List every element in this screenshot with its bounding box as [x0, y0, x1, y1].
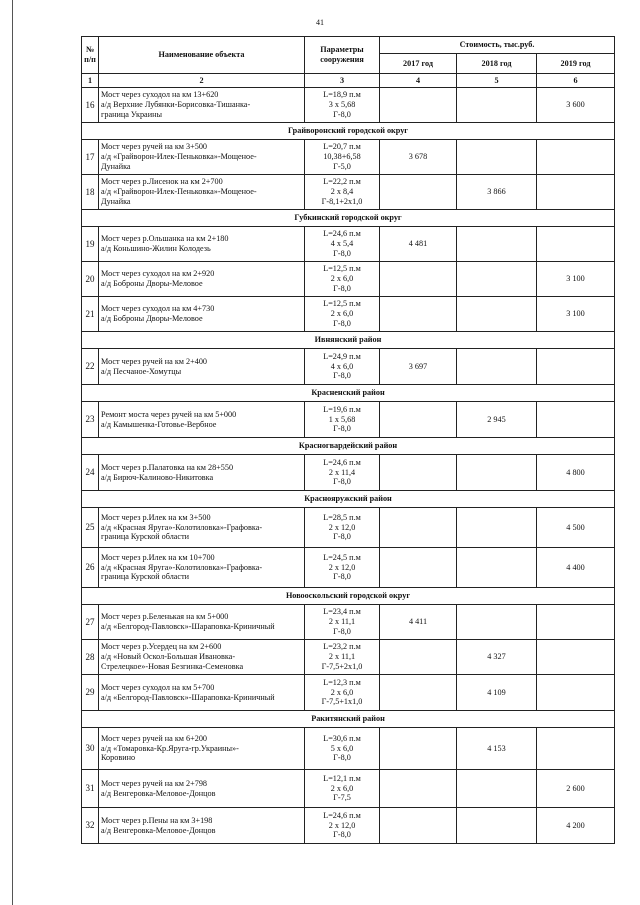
object-name-line: Стрелецкое»-Новая Безгинка-Семеновка	[101, 661, 244, 671]
object-name	[99, 605, 305, 640]
cost-2019: 4 800	[537, 455, 615, 491]
object-name	[99, 227, 305, 262]
structure-param-line: Г-8,0	[333, 283, 351, 293]
cost-2018: 3 866	[457, 175, 537, 210]
cost-2018	[457, 770, 537, 808]
structure-params	[305, 808, 380, 844]
structure-param-line: Г-8,1+2х1,0	[321, 196, 363, 206]
table-row	[82, 640, 615, 675]
structure-param-line: Г-8,0	[333, 477, 351, 487]
cost-2019	[537, 675, 615, 711]
object-name-line: Мост через ручей на км 2+400	[101, 356, 208, 366]
structure-param-line: Г-8,0	[333, 572, 351, 582]
row-number: 24	[82, 455, 99, 491]
structure-param-line: 2 х 11,4	[328, 467, 356, 477]
cost-2019: 3 600	[537, 88, 615, 123]
cost-2019	[537, 175, 615, 210]
cost-2017	[380, 640, 457, 675]
structure-param-line: Г-7,5+2х1,0	[321, 661, 363, 671]
cost-2019	[537, 227, 615, 262]
cost-2019	[537, 728, 615, 770]
structure-params	[305, 349, 380, 385]
structure-params	[305, 508, 380, 548]
structure-param-line: L=24,6 п.м	[323, 810, 361, 820]
cost-2018	[457, 808, 537, 844]
cost-2019: 4 400	[537, 548, 615, 588]
header-params: Параметры сооружения	[305, 37, 380, 74]
row-number: 26	[82, 548, 99, 588]
section-row	[82, 491, 615, 508]
cost-2019	[537, 605, 615, 640]
structure-param-line: Г-8,0	[333, 248, 351, 258]
table-row	[82, 728, 615, 770]
table-row	[82, 770, 615, 808]
row-number: 27	[82, 605, 99, 640]
object-name-line: Мост через р.Ольшанка на км 2+180	[101, 234, 229, 244]
cost-2019	[537, 140, 615, 175]
page-edge-line	[12, 0, 13, 905]
structure-params	[305, 175, 380, 210]
table-row	[82, 548, 615, 588]
object-name-line: а/д Камышенка-Готовье-Вербное	[101, 419, 217, 429]
structure-params	[305, 675, 380, 711]
object-name-line: Мост через ручей на км 3+500	[101, 142, 208, 152]
table-row	[82, 227, 615, 262]
object-name-line: граница Курской области	[101, 532, 190, 542]
structure-param-line: Г-7,5	[333, 793, 351, 803]
structure-param-line: 1 х 5,68	[328, 414, 356, 424]
structure-params	[305, 297, 380, 332]
header-cost: Стоимость, тыс.руб.	[380, 37, 615, 54]
structure-param-line: 5 х 6,0	[330, 743, 354, 753]
object-name-line: Мост через суходол на км 13+620	[101, 90, 219, 100]
section-row	[82, 123, 615, 140]
cost-2017: 3 678	[380, 140, 457, 175]
table-row	[82, 808, 615, 844]
object-name	[99, 508, 305, 548]
object-name-line: а/д Песчаное-Хомутцы	[101, 366, 182, 376]
section-row	[82, 438, 615, 455]
structure-param-line: Г-8,0	[333, 830, 351, 840]
cost-2017	[380, 675, 457, 711]
header-name: Наименование объекта	[99, 37, 305, 74]
object-name-line: Мост через р.Пены на км 3+198	[101, 815, 213, 825]
table-row	[82, 262, 615, 297]
object-name-line: Мост через суходол на км 5+700	[101, 682, 215, 692]
object-name-line: граница Курской области	[101, 572, 190, 582]
section-title: Ивнянский район	[82, 332, 615, 349]
section-title: Новооскольский городской округ	[82, 588, 615, 605]
structure-param-line: L=12,5 п.м	[323, 299, 361, 309]
structure-param-line: 2 х 6,0	[330, 687, 354, 697]
cost-2017	[380, 728, 457, 770]
cost-2017	[380, 508, 457, 548]
object-name-line: а/д «Белгород-Павловск»-Шараповка-Криничный	[101, 692, 275, 702]
object-name	[99, 88, 305, 123]
cost-2018	[457, 605, 537, 640]
object-name-line: Ремонт моста через ручей на км 5+000	[101, 409, 237, 419]
structure-param-line: L=12,1 п.м	[323, 773, 361, 783]
cost-2017	[380, 297, 457, 332]
structure-params	[305, 227, 380, 262]
object-name-line: а/д «Красная Яруга»-Колотиловка»-Графовка-	[101, 522, 263, 532]
table-row	[82, 140, 615, 175]
structure-param-line: 2 х 12,0	[328, 820, 356, 830]
cost-2019: 3 100	[537, 262, 615, 297]
object-name	[99, 770, 305, 808]
object-name-line: а/д Венгеровка-Меловое-Донцов	[101, 788, 216, 798]
object-name	[99, 140, 305, 175]
structure-param-line: 2 х 11,1	[328, 617, 356, 627]
structure-params	[305, 262, 380, 297]
cost-2018	[457, 548, 537, 588]
structure-params	[305, 140, 380, 175]
object-name-line: Мост через р.Беленькая на км 5+000	[101, 612, 229, 622]
object-name-line: Мост через р.Илек на км 3+500	[101, 512, 211, 522]
object-name-line: Мост через суходол на км 4+730	[101, 304, 215, 314]
cost-2019	[537, 640, 615, 675]
structure-param-line: L=20,7 п.м	[323, 142, 361, 152]
structure-param-line: Г-8,0	[333, 371, 351, 381]
row-number: 16	[82, 88, 99, 123]
row-number: 21	[82, 297, 99, 332]
section-title: Ракитянский район	[82, 711, 615, 728]
row-number: 25	[82, 508, 99, 548]
structure-param-line: 4 х 5,4	[330, 239, 354, 249]
cost-2017: 4 411	[380, 605, 457, 640]
cost-2018	[457, 88, 537, 123]
row-number: 32	[82, 808, 99, 844]
table-body	[82, 88, 615, 844]
object-name-line: Мост через р.Усердец на км 2+600	[101, 642, 222, 652]
cost-2017	[380, 808, 457, 844]
header-num: № п/п	[82, 37, 99, 74]
object-name-line: Дунайка	[101, 196, 131, 206]
row-number: 20	[82, 262, 99, 297]
section-title: Красненский район	[82, 385, 615, 402]
header-year-2017: 2017 год	[380, 54, 457, 74]
structure-param-line: L=22,2 п.м	[323, 177, 361, 187]
object-name-line: а/д «Томаровка-Кр.Яруга-гр.Украины»-	[101, 743, 239, 753]
cost-2017: 3 697	[380, 349, 457, 385]
object-name-line: а/д «Белгород-Павловск»-Шараповка-Криничный	[101, 622, 275, 631]
table-row	[82, 605, 615, 640]
structure-params	[305, 455, 380, 491]
row-number: 18	[82, 175, 99, 210]
cost-2018	[457, 140, 537, 175]
structure-param-line: Г-8,0	[333, 626, 351, 636]
structure-params	[305, 548, 380, 588]
index-cell: 1	[82, 74, 99, 88]
structure-param-line: Г-7,5+1х1,0	[321, 697, 363, 707]
object-name	[99, 262, 305, 297]
table-row	[82, 402, 615, 438]
cost-2018: 4 327	[457, 640, 537, 675]
structure-param-line: 3 х 5,68	[328, 100, 356, 110]
cost-2017	[380, 548, 457, 588]
structure-param-line: 2 х 8,4	[330, 187, 354, 197]
cost-2018: 4 153	[457, 728, 537, 770]
cost-2018	[457, 455, 537, 491]
structure-param-line: L=12,5 п.м	[323, 264, 361, 274]
cost-2017	[380, 402, 457, 438]
object-name	[99, 175, 305, 210]
cost-2018: 4 109	[457, 675, 537, 711]
structure-param-line: L=24,6 п.м	[323, 229, 361, 239]
structure-param-line: L=12,3 п.м	[323, 677, 361, 687]
structure-param-line: L=19,6 п.м	[323, 404, 361, 414]
structure-param-line: 2 х 6,0	[330, 274, 354, 284]
structure-param-line: Г-8,0	[333, 109, 351, 119]
object-name-line: а/д «Красная Яруга»-Колотиловка»-Графовка-	[101, 562, 263, 572]
cost-2019: 2 600	[537, 770, 615, 808]
table-row	[82, 675, 615, 711]
object-name-line: а/д «Новый Оскол-Большая Ивановка-	[101, 652, 236, 662]
section-row	[82, 332, 615, 349]
structure-param-line: 10,38+6,58	[323, 152, 361, 162]
structure-param-line: 4 х 6,0	[330, 361, 354, 371]
cost-2019: 4 500	[537, 508, 615, 548]
structure-params	[305, 770, 380, 808]
object-name-line: граница Украины	[101, 109, 162, 119]
object-name-line: а/д Коньшино-Жилин Колодезь	[101, 244, 211, 253]
header-year-2019: 2019 год	[537, 54, 615, 74]
structure-param-line: Г-8,0	[333, 424, 351, 434]
structure-param-line: 2 х 12,0	[328, 562, 356, 572]
row-number: 31	[82, 770, 99, 808]
cost-2017	[380, 88, 457, 123]
table-row	[82, 508, 615, 548]
structure-param-line: Г-8,0	[333, 532, 351, 542]
structure-params	[305, 605, 380, 640]
section-title: Красногвардейский район	[82, 438, 615, 455]
object-name-line: Коровино	[101, 753, 136, 763]
cost-table	[81, 36, 615, 844]
structure-param-line: L=18,9 п.м	[323, 90, 361, 100]
structure-param-line: L=23,2 п.м	[323, 642, 361, 652]
structure-param-line: Г-8,0	[333, 753, 351, 763]
section-row	[82, 588, 615, 605]
object-name-line: а/д «Грайворон-Илек-Пеньковка»-Мощеное-	[101, 152, 257, 162]
index-cell: 3	[305, 74, 380, 88]
section-row	[82, 711, 615, 728]
object-name-line: Мост через р.Палатовка на км 28+550	[101, 462, 234, 472]
row-number: 28	[82, 640, 99, 675]
cost-2018	[457, 262, 537, 297]
object-name	[99, 808, 305, 844]
cost-2017	[380, 770, 457, 808]
structure-param-line: Г-8,0	[333, 318, 351, 328]
structure-params	[305, 402, 380, 438]
structure-param-line: L=23,4 п.м	[323, 607, 361, 617]
cost-2017	[380, 262, 457, 297]
object-name-line: а/д Бирюч-Калиново-Никитовка	[101, 472, 214, 482]
cost-2017	[380, 455, 457, 491]
cost-2018: 2 945	[457, 402, 537, 438]
table-row	[82, 88, 615, 123]
structure-param-line: 2 х 12,0	[328, 522, 356, 532]
section-title: Губкинский городской округ	[82, 210, 615, 227]
structure-param-line: L=28,5 п.м	[323, 512, 361, 522]
row-number: 30	[82, 728, 99, 770]
structure-param-line: L=24,6 п.м	[323, 457, 361, 467]
page-number: 41	[316, 18, 324, 27]
structure-params	[305, 88, 380, 123]
object-name	[99, 455, 305, 491]
structure-params	[305, 728, 380, 770]
object-name	[99, 640, 305, 675]
index-cell: 4	[380, 74, 457, 88]
table-row	[82, 175, 615, 210]
row-number: 17	[82, 140, 99, 175]
structure-param-line: L=30,6 п.м	[323, 733, 361, 743]
object-name	[99, 349, 305, 385]
cost-2018	[457, 349, 537, 385]
section-row	[82, 385, 615, 402]
object-name-line: Мост через ручей на км 2+798	[101, 778, 208, 788]
row-number: 29	[82, 675, 99, 711]
table-row	[82, 297, 615, 332]
cost-2018	[457, 297, 537, 332]
object-name-line: Дунайка	[101, 161, 131, 171]
structure-param-line: 2 х 6,0	[330, 309, 354, 319]
structure-param-line: 2 х 11,1	[328, 652, 356, 662]
cost-2019	[537, 402, 615, 438]
row-number: 19	[82, 227, 99, 262]
object-name-line: Мост через р.Лисенок на км 2+700	[101, 177, 223, 187]
index-cell: 6	[537, 74, 615, 88]
object-name	[99, 297, 305, 332]
object-name	[99, 402, 305, 438]
header-year-2018: 2018 год	[457, 54, 537, 74]
cost-2017	[380, 175, 457, 210]
row-number: 23	[82, 402, 99, 438]
object-name	[99, 728, 305, 770]
structure-param-line: Г-5,0	[333, 161, 351, 171]
object-name-line: Мост через суходол на км 2+920	[101, 269, 215, 279]
cost-2018	[457, 508, 537, 548]
table-row	[82, 455, 615, 491]
structure-param-line: L=24,5 п.м	[323, 552, 361, 562]
cost-2019	[537, 349, 615, 385]
cost-2019: 4 200	[537, 808, 615, 844]
object-name-line: а/д Боброны Дворы-Меловое	[101, 279, 203, 288]
object-name-line: а/д Боброны Дворы-Меловое	[101, 314, 203, 323]
structure-params	[305, 640, 380, 675]
table-row	[82, 349, 615, 385]
cost-2019: 3 100	[537, 297, 615, 332]
row-number: 22	[82, 349, 99, 385]
structure-param-line: L=24,9 п.м	[323, 351, 361, 361]
section-title: Краснояружский район	[82, 491, 615, 508]
index-cell: 5	[457, 74, 537, 88]
cost-2017: 4 481	[380, 227, 457, 262]
object-name-line: Мост через ручей на км 6+200	[101, 733, 208, 743]
object-name	[99, 675, 305, 711]
section-row	[82, 210, 615, 227]
section-title: Грайворонский городской округ	[82, 123, 615, 140]
object-name-line: а/д Венгеровка-Меловое-Донцов	[101, 825, 216, 835]
object-name-line: а/д Верхние Лубянки-Борисовка-Тишанка-	[101, 100, 251, 110]
object-name-line: Мост через р.Илек на км 10+700	[101, 552, 215, 562]
index-cell: 2	[99, 74, 305, 88]
object-name	[99, 548, 305, 588]
object-name-line: а/д «Грайворон-Илек-Пеньковка»-Мощеное-	[101, 187, 257, 197]
cost-2018	[457, 227, 537, 262]
structure-param-line: 2 х 6,0	[330, 783, 354, 793]
